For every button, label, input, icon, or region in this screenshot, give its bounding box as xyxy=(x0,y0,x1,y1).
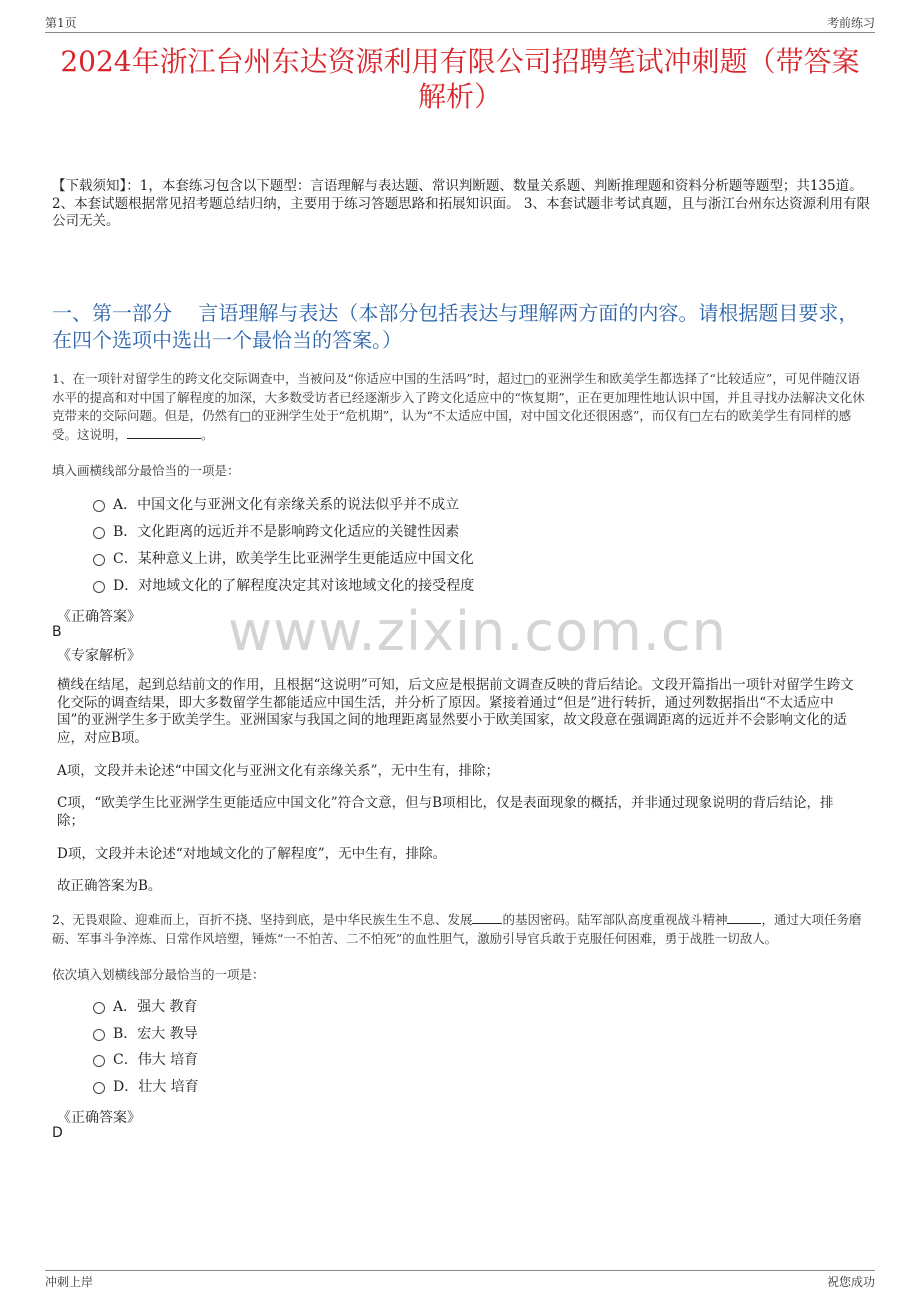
correct-answer: B xyxy=(52,624,62,640)
radio-icon[interactable] xyxy=(93,581,105,593)
question-1-prompt: 填入画横线部分最恰当的一项是： xyxy=(52,463,240,478)
question-2-option-b[interactable] xyxy=(93,1024,198,1044)
question-2-part-1: 2、无畏艰险、迎难而上，百折不挠、坚持到底，是中华民族生生不息、发展 xyxy=(52,912,473,927)
option-label: C．伟大 培育 xyxy=(113,1052,199,1068)
radio-icon[interactable] xyxy=(93,554,105,566)
question-2-prompt: 依次填入划横线部分最恰当的一项是： xyxy=(52,967,265,982)
analysis-paragraph: 横线在结尾，起到总结前文的作用，且根据“这说明”可知，后文应是根据前文调查反映的背后结论。文段开篇指出一项针对留学生跨文化交际的调查结果，即大多数留学生都能适应中国生活，并分析了原因。紧接着通过“但是”进行转折，通过列数据指出“不太适应中国”的亚洲学生多于欧美学生。亚洲国家与我国之间的地理距离显然要小于欧美国家，故文段意在强调距离的远近并不会影响文化的适应，对应B项。 xyxy=(57,677,854,746)
question-2-text xyxy=(52,911,870,948)
answer-label: 《正确答案》 xyxy=(57,1110,141,1126)
radio-icon[interactable] xyxy=(93,1002,105,1014)
question-2-option-d[interactable] xyxy=(93,1077,199,1097)
option-label: A．强大 教育 xyxy=(113,999,198,1015)
question-2-option-a[interactable] xyxy=(93,997,198,1017)
footer-right-label: 祝您成功 xyxy=(826,1275,875,1289)
page-footer xyxy=(45,1270,875,1291)
answer-blank xyxy=(472,911,502,924)
answer-blank xyxy=(127,426,201,439)
question-1-tail: 。 xyxy=(201,426,214,442)
download-notice: 【下载须知】：1，本套练习包含以下题型：言语理解与表达题、常识判断题、数量关系题、判断推理题和资料分析题等题型；共135道。 2、本套试题根据常见招考题总结归纳，主要用于练习答题思路和拓展知识面。 3、本套试题非考试真题，且与浙江台州东达资源利用有限公司无关。 xyxy=(52,178,870,229)
page-number: 第1页 xyxy=(45,16,77,30)
question-2-option-c[interactable] xyxy=(93,1050,198,1070)
document-title: 2024年浙江台州东达资源利用有限公司招聘笔试冲刺题（带答案解析） xyxy=(60,45,860,113)
analysis-label: 《专家解析》 xyxy=(57,648,141,664)
option-label: D．对地域文化的了解程度决定其对该地域文化的接受程度 xyxy=(113,578,475,594)
footer-left-label: 冲刺上岸 xyxy=(45,1275,94,1289)
answer-blank xyxy=(727,911,761,924)
radio-icon[interactable] xyxy=(93,500,105,512)
radio-icon[interactable] xyxy=(93,1029,105,1041)
watermark: www.zixin.com.cn xyxy=(228,600,727,663)
option-label: C．某种意义上讲，欧美学生比亚洲学生更能适应中国文化 xyxy=(113,551,474,567)
question-1-text xyxy=(52,370,870,444)
option-label: B．文化距离的远近并不是影响跨文化适应的关键性因素 xyxy=(113,524,460,540)
question-1-body: 1、在一项针对留学生的跨文化交际调查中，当被问及“你适应中国的生活吗”时，超过□的亚洲学生和欧美学生都选择了“比较适应”，可见伴随汉语水平的提高和对中国了解程度的加深，大多数受访者已经逐渐步入了跨文化适应中的“恢复期”，正在更加理性地认识中国，并且寻找办法解决文化休克带来的交际问题。但是，仍然有□的亚洲学生处于“危机期”，认为“不太适应中国，对中国文化还很困惑”，而仅有□左右的欧美学生有同样的感受。这说明， xyxy=(52,371,865,442)
question-1-option-b[interactable] xyxy=(93,522,459,542)
header-right-label: 考前练习 xyxy=(826,16,875,30)
option-label: A．中国文化与亚洲文化有亲缘关系的说法似乎并不成立 xyxy=(113,497,460,513)
radio-icon[interactable] xyxy=(93,1082,105,1094)
analysis-option-c: C项，“欧美学生比亚洲学生更能适应中国文化”符合文意，但与B项相比，仅是表面现象的概括，并非通过现象说明的背后结论，排除； xyxy=(57,795,834,829)
question-1-option-c[interactable] xyxy=(93,549,474,569)
option-label: B．宏大 教导 xyxy=(113,1026,198,1042)
question-1-option-d[interactable] xyxy=(93,576,474,596)
radio-icon[interactable] xyxy=(93,527,105,539)
section-heading: 一、第一部分 言语理解与表达（本部分包括表达与理解两方面的内容。请根据题目要求，在四个选项中选出一个最恰当的答案。） xyxy=(52,301,859,352)
question-2-part-3: ，通过大项任务磨砺、军事斗争淬炼、日常作风培塑，锤炼“一不怕苦、二不怕死”的血性胆气，激励引导官兵敢于克服任何困难，勇于战胜一切敌人。 xyxy=(52,912,862,946)
analysis-conclusion: 故正确答案为B。 xyxy=(57,878,162,894)
analysis-option-d: D项，文段并未论述“对地域文化的了解程度”，无中生有，排除。 xyxy=(57,846,447,862)
analysis-option-a: A项，文段并未论述“中国文化与亚洲文化有亲缘关系”，无中生有，排除； xyxy=(57,763,500,779)
question-2-part-2: 的基因密码。陆军部队高度重视战斗精神 xyxy=(502,912,728,927)
question-1-option-a[interactable] xyxy=(93,495,459,515)
radio-icon[interactable] xyxy=(93,1055,105,1067)
page-header xyxy=(45,14,875,33)
answer-label: 《正确答案》 xyxy=(57,609,141,625)
option-label: D．壮大 培育 xyxy=(113,1079,199,1095)
correct-answer: D xyxy=(52,1125,63,1141)
